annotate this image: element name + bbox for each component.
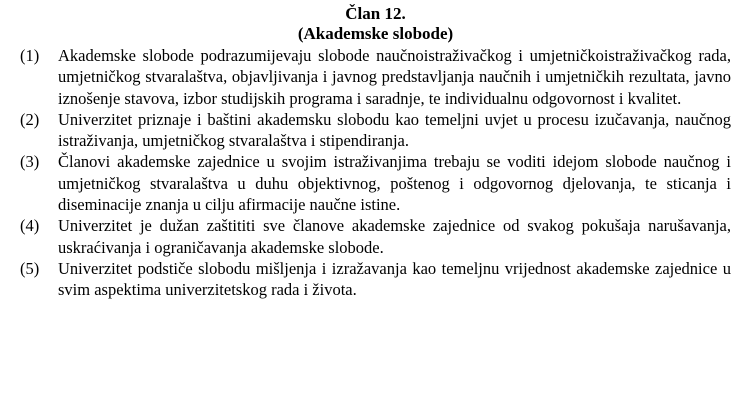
paragraph-item: [20, 258, 731, 301]
article-subtitle: (Akademske slobode): [297, 24, 454, 43]
paragraph-text: Univerzitet podstiče slobodu mišljenja i izražavanja kao temeljnu vrijednost akademske zajednice u svim aspektima univerzitetskog rada i života.: [58, 258, 731, 300]
paragraph-number: (2): [20, 109, 40, 129]
paragraph-item: [20, 215, 731, 258]
paragraph-text: Univerzitet je dužan zaštititi sve članove akademske zajednice od svakog pokušaja narušavanja, uskraćivanja i ograničavanja akademske slobode.: [58, 216, 731, 257]
paragraph-item: [20, 45, 731, 109]
paragraph-list: [20, 45, 731, 301]
paragraph-item: [20, 151, 731, 215]
article-title: Član 12.: [345, 4, 406, 23]
paragraph-number: (5): [20, 258, 40, 278]
paragraph-text: Univerzitet priznaje i baštini akademsku slobodu kao temeljni uvjet u procesu izučavanja, naučnog istraživanja, umjetničkog stvaralaštva i stipendiranja.: [58, 109, 731, 151]
paragraph-number: (3): [20, 152, 40, 172]
paragraph-text: Akademske slobode podrazumijevaju slobode naučnoistraživačkog i umjetničkoistraživačkog rada, umjetničkog stvaralaštva, objavljivanja i javnog predstavljanja naučnih i umjetničkih rezultata, javno iznošenje stavova, izbor studijskih programa i saradnje, te individualnu odgovornost i kvalitet.: [58, 46, 731, 108]
paragraph-item: [20, 109, 731, 152]
paragraph-number: (4): [20, 216, 40, 236]
paragraph-text: Članovi akademske zajednice u svojim istraživanjima trebaju se voditi idejom slobode naučnog i umjetničkog stvaralaštva u duhu objektivnog, poštenog i odgovornog djelovanja, te sticanja i diseminacije znanja u cilju afirmacije naučne istine.: [58, 152, 731, 215]
paragraph-number: (1): [20, 46, 40, 65]
